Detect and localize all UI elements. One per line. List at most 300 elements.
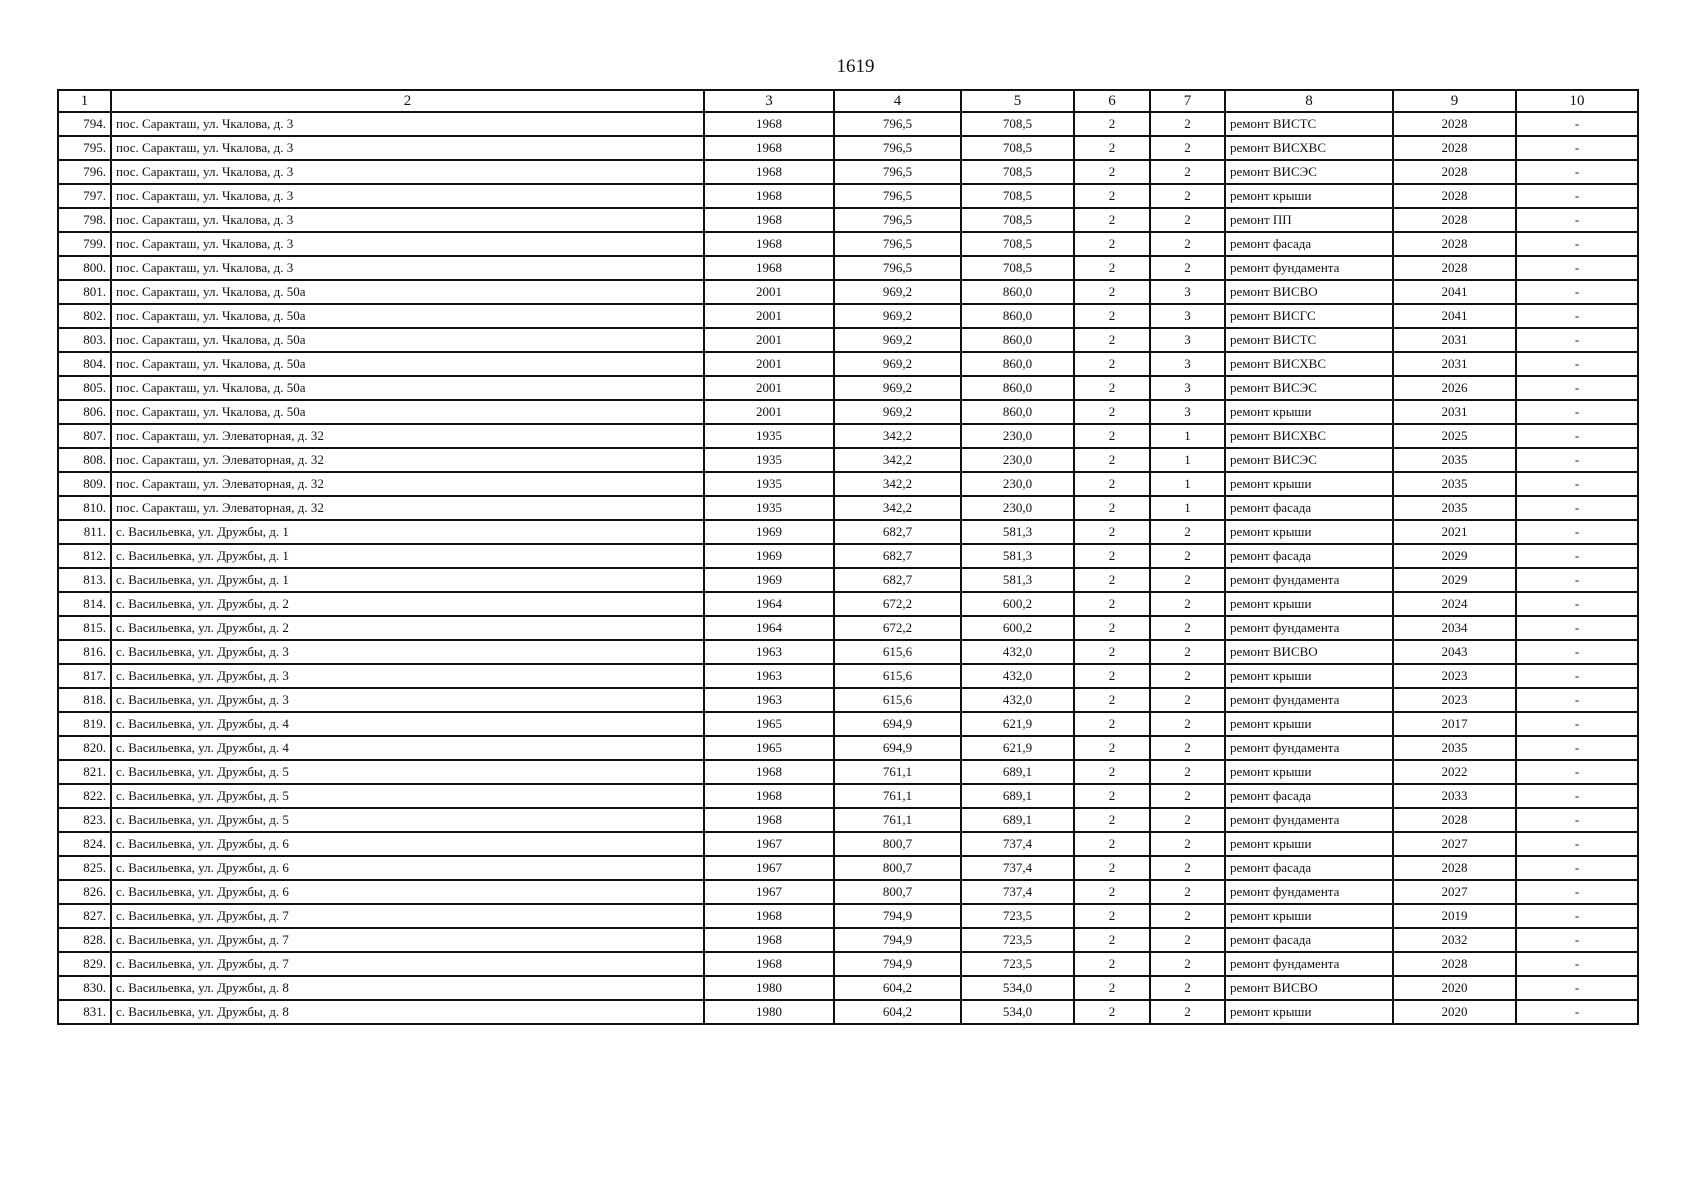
cell-living-area: 737,4 bbox=[961, 880, 1074, 904]
column-header: 1 bbox=[58, 90, 111, 112]
cell-address: с. Васильевка, ул. Дружбы, д. 3 bbox=[111, 664, 704, 688]
cell-year-built: 2001 bbox=[704, 304, 834, 328]
cell-floors: 2 bbox=[1150, 232, 1225, 256]
cell-floors: 2 bbox=[1150, 688, 1225, 712]
cell-floors: 2 bbox=[1150, 832, 1225, 856]
cell-planned-year: 2031 bbox=[1393, 352, 1516, 376]
cell-planned-year: 2035 bbox=[1393, 472, 1516, 496]
cell-entrances: 2 bbox=[1074, 520, 1150, 544]
cell-row-number: 826. bbox=[58, 880, 111, 904]
cell-entrances: 2 bbox=[1074, 592, 1150, 616]
cell-planned-year: 2041 bbox=[1393, 304, 1516, 328]
column-header: 8 bbox=[1225, 90, 1393, 112]
cell-entrances: 2 bbox=[1074, 184, 1150, 208]
cell-floors: 2 bbox=[1150, 712, 1225, 736]
cell-floors: 2 bbox=[1150, 184, 1225, 208]
table-row bbox=[58, 304, 1638, 328]
repair-registry-table bbox=[57, 89, 1639, 1025]
column-header: 10 bbox=[1516, 90, 1638, 112]
cell-address: пос. Саракташ, ул. Чкалова, д. 3 bbox=[111, 136, 704, 160]
cell-row-number: 810. bbox=[58, 496, 111, 520]
column-header: 5 bbox=[961, 90, 1074, 112]
cell-floors: 2 bbox=[1150, 592, 1225, 616]
cell-living-area: 230,0 bbox=[961, 496, 1074, 520]
table-row bbox=[58, 472, 1638, 496]
cell-note: - bbox=[1516, 568, 1638, 592]
cell-year-built: 1968 bbox=[704, 808, 834, 832]
cell-living-area: 230,0 bbox=[961, 424, 1074, 448]
cell-floors: 3 bbox=[1150, 376, 1225, 400]
table-row bbox=[58, 136, 1638, 160]
cell-note: - bbox=[1516, 712, 1638, 736]
cell-total-area: 615,6 bbox=[834, 640, 961, 664]
cell-living-area: 689,1 bbox=[961, 760, 1074, 784]
cell-entrances: 2 bbox=[1074, 736, 1150, 760]
cell-year-built: 1968 bbox=[704, 784, 834, 808]
cell-year-built: 1965 bbox=[704, 736, 834, 760]
cell-living-area: 723,5 bbox=[961, 928, 1074, 952]
cell-address: пос. Саракташ, ул. Чкалова, д. 3 bbox=[111, 256, 704, 280]
cell-note: - bbox=[1516, 112, 1638, 136]
cell-address: пос. Саракташ, ул. Чкалова, д. 3 bbox=[111, 184, 704, 208]
cell-work-type: ремонт фасада bbox=[1225, 928, 1393, 952]
cell-living-area: 737,4 bbox=[961, 856, 1074, 880]
table-row bbox=[58, 352, 1638, 376]
cell-total-area: 761,1 bbox=[834, 760, 961, 784]
cell-year-built: 1935 bbox=[704, 496, 834, 520]
cell-note: - bbox=[1516, 136, 1638, 160]
cell-work-type: ремонт ВИСЭС bbox=[1225, 448, 1393, 472]
cell-planned-year: 2020 bbox=[1393, 1000, 1516, 1024]
cell-row-number: 801. bbox=[58, 280, 111, 304]
table-row bbox=[58, 616, 1638, 640]
cell-living-area: 600,2 bbox=[961, 616, 1074, 640]
cell-floors: 2 bbox=[1150, 160, 1225, 184]
cell-row-number: 813. bbox=[58, 568, 111, 592]
cell-row-number: 805. bbox=[58, 376, 111, 400]
cell-year-built: 1968 bbox=[704, 184, 834, 208]
cell-year-built: 1963 bbox=[704, 664, 834, 688]
cell-address: с. Васильевка, ул. Дружбы, д. 3 bbox=[111, 640, 704, 664]
table-body bbox=[58, 112, 1638, 1024]
cell-total-area: 969,2 bbox=[834, 352, 961, 376]
cell-entrances: 2 bbox=[1074, 400, 1150, 424]
cell-work-type: ремонт крыши bbox=[1225, 904, 1393, 928]
cell-living-area: 708,5 bbox=[961, 256, 1074, 280]
cell-living-area: 708,5 bbox=[961, 184, 1074, 208]
table-row bbox=[58, 904, 1638, 928]
cell-address: с. Васильевка, ул. Дружбы, д. 4 bbox=[111, 712, 704, 736]
cell-floors: 3 bbox=[1150, 352, 1225, 376]
cell-planned-year: 2035 bbox=[1393, 448, 1516, 472]
cell-entrances: 2 bbox=[1074, 472, 1150, 496]
cell-living-area: 432,0 bbox=[961, 664, 1074, 688]
cell-year-built: 1968 bbox=[704, 928, 834, 952]
table-row bbox=[58, 544, 1638, 568]
cell-living-area: 708,5 bbox=[961, 112, 1074, 136]
cell-total-area: 672,2 bbox=[834, 616, 961, 640]
table-row bbox=[58, 808, 1638, 832]
cell-entrances: 2 bbox=[1074, 568, 1150, 592]
table-row bbox=[58, 424, 1638, 448]
cell-floors: 2 bbox=[1150, 736, 1225, 760]
cell-total-area: 800,7 bbox=[834, 832, 961, 856]
cell-work-type: ремонт крыши bbox=[1225, 760, 1393, 784]
cell-note: - bbox=[1516, 160, 1638, 184]
cell-living-area: 860,0 bbox=[961, 352, 1074, 376]
cell-total-area: 694,9 bbox=[834, 736, 961, 760]
cell-entrances: 2 bbox=[1074, 448, 1150, 472]
cell-work-type: ремонт фасада bbox=[1225, 544, 1393, 568]
cell-living-area: 230,0 bbox=[961, 472, 1074, 496]
cell-floors: 2 bbox=[1150, 808, 1225, 832]
cell-note: - bbox=[1516, 544, 1638, 568]
cell-address: с. Васильевка, ул. Дружбы, д. 3 bbox=[111, 688, 704, 712]
cell-living-area: 534,0 bbox=[961, 1000, 1074, 1024]
cell-row-number: 811. bbox=[58, 520, 111, 544]
cell-total-area: 604,2 bbox=[834, 976, 961, 1000]
cell-row-number: 803. bbox=[58, 328, 111, 352]
cell-planned-year: 2021 bbox=[1393, 520, 1516, 544]
column-header: 3 bbox=[704, 90, 834, 112]
cell-year-built: 1968 bbox=[704, 952, 834, 976]
cell-living-area: 230,0 bbox=[961, 448, 1074, 472]
cell-note: - bbox=[1516, 688, 1638, 712]
cell-work-type: ремонт фундамента bbox=[1225, 688, 1393, 712]
cell-floors: 2 bbox=[1150, 784, 1225, 808]
cell-planned-year: 2028 bbox=[1393, 952, 1516, 976]
cell-planned-year: 2029 bbox=[1393, 568, 1516, 592]
cell-row-number: 808. bbox=[58, 448, 111, 472]
cell-work-type: ремонт ВИСХВС bbox=[1225, 352, 1393, 376]
cell-living-area: 860,0 bbox=[961, 304, 1074, 328]
cell-floors: 3 bbox=[1150, 280, 1225, 304]
cell-total-area: 615,6 bbox=[834, 664, 961, 688]
cell-entrances: 2 bbox=[1074, 688, 1150, 712]
table-row bbox=[58, 232, 1638, 256]
cell-living-area: 600,2 bbox=[961, 592, 1074, 616]
cell-year-built: 1968 bbox=[704, 160, 834, 184]
cell-entrances: 2 bbox=[1074, 664, 1150, 688]
cell-planned-year: 2017 bbox=[1393, 712, 1516, 736]
cell-planned-year: 2028 bbox=[1393, 112, 1516, 136]
table-row bbox=[58, 328, 1638, 352]
cell-floors: 1 bbox=[1150, 472, 1225, 496]
cell-work-type: ремонт крыши bbox=[1225, 472, 1393, 496]
column-header: 2 bbox=[111, 90, 704, 112]
cell-entrances: 2 bbox=[1074, 640, 1150, 664]
cell-total-area: 796,5 bbox=[834, 256, 961, 280]
cell-total-area: 682,7 bbox=[834, 520, 961, 544]
cell-living-area: 708,5 bbox=[961, 160, 1074, 184]
cell-address: с. Васильевка, ул. Дружбы, д. 7 bbox=[111, 928, 704, 952]
cell-total-area: 682,7 bbox=[834, 544, 961, 568]
cell-note: - bbox=[1516, 760, 1638, 784]
cell-row-number: 820. bbox=[58, 736, 111, 760]
table-row bbox=[58, 928, 1638, 952]
cell-note: - bbox=[1516, 640, 1638, 664]
cell-note: - bbox=[1516, 736, 1638, 760]
cell-entrances: 2 bbox=[1074, 136, 1150, 160]
cell-note: - bbox=[1516, 904, 1638, 928]
cell-floors: 2 bbox=[1150, 112, 1225, 136]
cell-note: - bbox=[1516, 856, 1638, 880]
cell-address: с. Васильевка, ул. Дружбы, д. 6 bbox=[111, 856, 704, 880]
cell-floors: 2 bbox=[1150, 640, 1225, 664]
cell-total-area: 761,1 bbox=[834, 808, 961, 832]
cell-entrances: 2 bbox=[1074, 424, 1150, 448]
cell-work-type: ремонт фундамента bbox=[1225, 880, 1393, 904]
cell-address: с. Васильевка, ул. Дружбы, д. 5 bbox=[111, 808, 704, 832]
cell-living-area: 621,9 bbox=[961, 736, 1074, 760]
cell-work-type: ремонт фундамента bbox=[1225, 808, 1393, 832]
cell-planned-year: 2031 bbox=[1393, 328, 1516, 352]
cell-floors: 2 bbox=[1150, 208, 1225, 232]
cell-planned-year: 2034 bbox=[1393, 616, 1516, 640]
cell-note: - bbox=[1516, 280, 1638, 304]
cell-planned-year: 2023 bbox=[1393, 688, 1516, 712]
cell-entrances: 2 bbox=[1074, 352, 1150, 376]
cell-year-built: 1935 bbox=[704, 448, 834, 472]
cell-row-number: 815. bbox=[58, 616, 111, 640]
cell-total-area: 604,2 bbox=[834, 1000, 961, 1024]
cell-planned-year: 2043 bbox=[1393, 640, 1516, 664]
cell-floors: 2 bbox=[1150, 136, 1225, 160]
cell-note: - bbox=[1516, 256, 1638, 280]
table-row bbox=[58, 256, 1638, 280]
cell-planned-year: 2041 bbox=[1393, 280, 1516, 304]
table-row bbox=[58, 208, 1638, 232]
cell-total-area: 969,2 bbox=[834, 304, 961, 328]
cell-work-type: ремонт ВИСХВС bbox=[1225, 424, 1393, 448]
cell-note: - bbox=[1516, 232, 1638, 256]
cell-entrances: 2 bbox=[1074, 256, 1150, 280]
cell-note: - bbox=[1516, 496, 1638, 520]
cell-entrances: 2 bbox=[1074, 208, 1150, 232]
cell-row-number: 795. bbox=[58, 136, 111, 160]
cell-row-number: 807. bbox=[58, 424, 111, 448]
table-row bbox=[58, 712, 1638, 736]
cell-floors: 2 bbox=[1150, 256, 1225, 280]
cell-total-area: 796,5 bbox=[834, 208, 961, 232]
cell-planned-year: 2022 bbox=[1393, 760, 1516, 784]
cell-living-area: 581,3 bbox=[961, 568, 1074, 592]
cell-row-number: 794. bbox=[58, 112, 111, 136]
cell-planned-year: 2028 bbox=[1393, 808, 1516, 832]
cell-year-built: 1964 bbox=[704, 592, 834, 616]
cell-planned-year: 2028 bbox=[1393, 856, 1516, 880]
cell-entrances: 2 bbox=[1074, 112, 1150, 136]
cell-address: пос. Саракташ, ул. Чкалова, д. 3 bbox=[111, 232, 704, 256]
cell-entrances: 2 bbox=[1074, 784, 1150, 808]
cell-total-area: 796,5 bbox=[834, 184, 961, 208]
cell-note: - bbox=[1516, 184, 1638, 208]
cell-note: - bbox=[1516, 304, 1638, 328]
table-row bbox=[58, 760, 1638, 784]
cell-year-built: 1980 bbox=[704, 1000, 834, 1024]
cell-planned-year: 2023 bbox=[1393, 664, 1516, 688]
cell-year-built: 1967 bbox=[704, 856, 834, 880]
cell-year-built: 1964 bbox=[704, 616, 834, 640]
cell-living-area: 689,1 bbox=[961, 784, 1074, 808]
cell-living-area: 708,5 bbox=[961, 208, 1074, 232]
cell-work-type: ремонт ПП bbox=[1225, 208, 1393, 232]
cell-living-area: 708,5 bbox=[961, 136, 1074, 160]
cell-work-type: ремонт фасада bbox=[1225, 856, 1393, 880]
cell-total-area: 796,5 bbox=[834, 232, 961, 256]
table-row bbox=[58, 568, 1638, 592]
cell-living-area: 581,3 bbox=[961, 544, 1074, 568]
cell-note: - bbox=[1516, 952, 1638, 976]
table-row bbox=[58, 520, 1638, 544]
cell-year-built: 1963 bbox=[704, 640, 834, 664]
cell-address: с. Васильевка, ул. Дружбы, д. 1 bbox=[111, 544, 704, 568]
cell-row-number: 821. bbox=[58, 760, 111, 784]
cell-year-built: 1968 bbox=[704, 136, 834, 160]
cell-work-type: ремонт ВИСГС bbox=[1225, 304, 1393, 328]
cell-address: с. Васильевка, ул. Дружбы, д. 7 bbox=[111, 952, 704, 976]
cell-living-area: 708,5 bbox=[961, 232, 1074, 256]
cell-note: - bbox=[1516, 808, 1638, 832]
cell-planned-year: 2019 bbox=[1393, 904, 1516, 928]
table-row bbox=[58, 112, 1638, 136]
cell-note: - bbox=[1516, 376, 1638, 400]
cell-year-built: 1968 bbox=[704, 904, 834, 928]
cell-work-type: ремонт фасада bbox=[1225, 232, 1393, 256]
cell-planned-year: 2020 bbox=[1393, 976, 1516, 1000]
cell-planned-year: 2029 bbox=[1393, 544, 1516, 568]
cell-total-area: 672,2 bbox=[834, 592, 961, 616]
cell-work-type: ремонт ВИСВО bbox=[1225, 640, 1393, 664]
cell-entrances: 2 bbox=[1074, 808, 1150, 832]
cell-row-number: 830. bbox=[58, 976, 111, 1000]
cell-note: - bbox=[1516, 208, 1638, 232]
column-header: 9 bbox=[1393, 90, 1516, 112]
cell-floors: 2 bbox=[1150, 1000, 1225, 1024]
cell-entrances: 2 bbox=[1074, 376, 1150, 400]
cell-floors: 2 bbox=[1150, 664, 1225, 688]
cell-address: пос. Саракташ, ул. Чкалова, д. 50а bbox=[111, 304, 704, 328]
cell-planned-year: 2028 bbox=[1393, 184, 1516, 208]
table-row bbox=[58, 1000, 1638, 1024]
cell-planned-year: 2028 bbox=[1393, 136, 1516, 160]
cell-row-number: 818. bbox=[58, 688, 111, 712]
cell-note: - bbox=[1516, 592, 1638, 616]
table-row bbox=[58, 952, 1638, 976]
cell-floors: 3 bbox=[1150, 304, 1225, 328]
cell-planned-year: 2026 bbox=[1393, 376, 1516, 400]
table-row bbox=[58, 496, 1638, 520]
cell-address: пос. Саракташ, ул. Чкалова, д. 3 bbox=[111, 208, 704, 232]
cell-total-area: 342,2 bbox=[834, 472, 961, 496]
table-row bbox=[58, 184, 1638, 208]
cell-planned-year: 2024 bbox=[1393, 592, 1516, 616]
cell-entrances: 2 bbox=[1074, 544, 1150, 568]
cell-note: - bbox=[1516, 448, 1638, 472]
cell-total-area: 342,2 bbox=[834, 496, 961, 520]
cell-row-number: 797. bbox=[58, 184, 111, 208]
cell-address: с. Васильевка, ул. Дружбы, д. 6 bbox=[111, 880, 704, 904]
cell-year-built: 1967 bbox=[704, 880, 834, 904]
cell-address: с. Васильевка, ул. Дружбы, д. 1 bbox=[111, 520, 704, 544]
cell-total-area: 969,2 bbox=[834, 280, 961, 304]
cell-row-number: 812. bbox=[58, 544, 111, 568]
cell-planned-year: 2028 bbox=[1393, 208, 1516, 232]
cell-work-type: ремонт крыши bbox=[1225, 712, 1393, 736]
cell-address: пос. Саракташ, ул. Чкалова, д. 50а bbox=[111, 352, 704, 376]
cell-floors: 3 bbox=[1150, 328, 1225, 352]
cell-total-area: 796,5 bbox=[834, 112, 961, 136]
cell-living-area: 689,1 bbox=[961, 808, 1074, 832]
table-row bbox=[58, 736, 1638, 760]
cell-row-number: 798. bbox=[58, 208, 111, 232]
cell-planned-year: 2025 bbox=[1393, 424, 1516, 448]
cell-work-type: ремонт ВИСЭС bbox=[1225, 160, 1393, 184]
cell-row-number: 822. bbox=[58, 784, 111, 808]
cell-planned-year: 2027 bbox=[1393, 832, 1516, 856]
cell-address: пос. Саракташ, ул. Чкалова, д. 50а bbox=[111, 328, 704, 352]
cell-address: с. Васильевка, ул. Дружбы, д. 5 bbox=[111, 784, 704, 808]
table-row bbox=[58, 784, 1638, 808]
cell-row-number: 829. bbox=[58, 952, 111, 976]
cell-address: с. Васильевка, ул. Дружбы, д. 5 bbox=[111, 760, 704, 784]
cell-row-number: 796. bbox=[58, 160, 111, 184]
table-row bbox=[58, 640, 1638, 664]
cell-note: - bbox=[1516, 784, 1638, 808]
cell-row-number: 824. bbox=[58, 832, 111, 856]
cell-address: пос. Саракташ, ул. Чкалова, д. 50а bbox=[111, 376, 704, 400]
cell-floors: 2 bbox=[1150, 952, 1225, 976]
cell-work-type: ремонт фундамента bbox=[1225, 568, 1393, 592]
cell-work-type: ремонт фундамента bbox=[1225, 256, 1393, 280]
table-row bbox=[58, 376, 1638, 400]
cell-year-built: 1935 bbox=[704, 424, 834, 448]
cell-entrances: 2 bbox=[1074, 928, 1150, 952]
cell-total-area: 800,7 bbox=[834, 880, 961, 904]
cell-year-built: 2001 bbox=[704, 280, 834, 304]
cell-entrances: 2 bbox=[1074, 856, 1150, 880]
cell-living-area: 860,0 bbox=[961, 400, 1074, 424]
cell-address: пос. Саракташ, ул. Элеваторная, д. 32 bbox=[111, 472, 704, 496]
cell-work-type: ремонт ВИСТС bbox=[1225, 112, 1393, 136]
cell-total-area: 969,2 bbox=[834, 400, 961, 424]
cell-total-area: 969,2 bbox=[834, 376, 961, 400]
table-row bbox=[58, 832, 1638, 856]
cell-total-area: 794,9 bbox=[834, 928, 961, 952]
cell-floors: 2 bbox=[1150, 520, 1225, 544]
cell-work-type: ремонт фасада bbox=[1225, 496, 1393, 520]
cell-note: - bbox=[1516, 472, 1638, 496]
cell-entrances: 2 bbox=[1074, 160, 1150, 184]
cell-planned-year: 2035 bbox=[1393, 736, 1516, 760]
cell-year-built: 1968 bbox=[704, 232, 834, 256]
cell-year-built: 1967 bbox=[704, 832, 834, 856]
cell-row-number: 809. bbox=[58, 472, 111, 496]
cell-year-built: 1968 bbox=[704, 760, 834, 784]
cell-living-area: 534,0 bbox=[961, 976, 1074, 1000]
cell-planned-year: 2028 bbox=[1393, 232, 1516, 256]
cell-entrances: 2 bbox=[1074, 976, 1150, 1000]
column-header: 6 bbox=[1074, 90, 1150, 112]
table-row bbox=[58, 160, 1638, 184]
cell-note: - bbox=[1516, 424, 1638, 448]
cell-row-number: 817. bbox=[58, 664, 111, 688]
column-header: 7 bbox=[1150, 90, 1225, 112]
cell-total-area: 342,2 bbox=[834, 424, 961, 448]
cell-total-area: 682,7 bbox=[834, 568, 961, 592]
cell-work-type: ремонт фундамента bbox=[1225, 952, 1393, 976]
cell-row-number: 804. bbox=[58, 352, 111, 376]
